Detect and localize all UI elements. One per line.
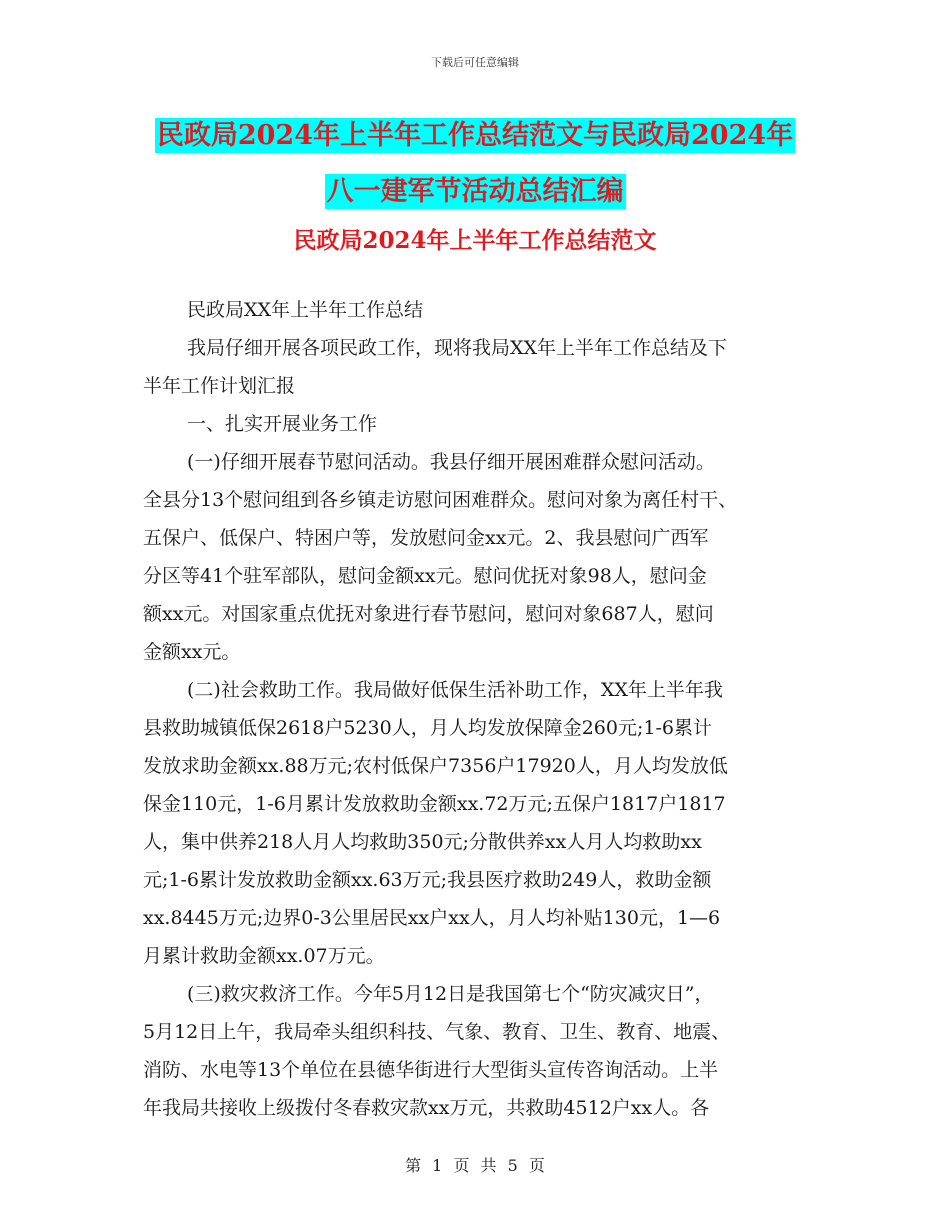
body-line: (三)救灾救济工作。今年5月12日是我国第七个“防灾减灾日”， (187, 983, 714, 1005)
body-line: (一)仔细开展春节慰问活动。我县仔细开展困难群众慰问活动。 (187, 451, 715, 473)
body-line: 消防、水电等13个单位在县德华街进行大型街头宣传咨询活动。上半 (143, 1059, 719, 1081)
body-line: 额xx元。对国家重点优抚对象进行春节慰问，慰问对象687人，慰问 (143, 603, 714, 625)
body-line: 人，集中供养218人月人均救助350元;分散供养xx人月人均救助xx (143, 831, 702, 853)
body-line: 五保户、低保户、特困户等，发放慰问金xx元。2、我县慰问广西军 (143, 527, 709, 549)
section-title: 民政局2024年上半年工作总结范文 (293, 227, 657, 254)
body-line: 一、扎实开展业务工作 (187, 413, 378, 435)
body-line: 全县分13个慰问组到各乡镇走访慰问困难群众。慰问对象为离任村干、 (143, 489, 738, 511)
page-footer: 第 1 页 共 5 页 (405, 1156, 545, 1175)
body-line: 年我局共接收上级拨付冬春救灾款xx万元，共救助4512户xx人。各 (143, 1097, 710, 1119)
body-line: 民政局XX年上半年工作总结 (187, 299, 424, 321)
body-line: 半年工作计划汇报 (143, 375, 296, 397)
document-body (143, 291, 813, 1127)
title-line-1: 民政局2024年上半年工作总结范文与民政局2024年 (156, 120, 794, 151)
body-line: xx.8445万元;边界0-3公里居民xx户xx人，月人均补贴130元，1—6 (143, 907, 721, 929)
body-line: 5月12日上午，我局牵头组织科技、气象、教育、卫生、教育、地震、 (143, 1021, 731, 1043)
body-line: (二)社会救助工作。我局做好低保生活补助工作，XX年上半年我 (187, 679, 723, 701)
body-line: 县救助城镇低保2618户5230人，月人均发放保障金260元;1-6累计 (143, 717, 712, 739)
body-line: 我局仔细开展各项民政工作，现将我局XX年上半年工作总结及下 (187, 337, 728, 359)
body-line: 元;1-6累计发放救助金额xx.63万元;我县医疗救助249人，救助金额 (143, 869, 712, 891)
body-line: 保金110元，1-6月累计发放救助金额xx.72万元;五保户1817户1817 (143, 793, 726, 815)
document-title (0, 108, 950, 220)
body-line: 金额xx元。 (143, 641, 241, 663)
body-line: 分区等41个驻军部队，慰问金额xx元。慰问优抚对象98人，慰问金 (143, 565, 707, 587)
body-line: 发放求助金额xx.88万元;农村低保户7356户17920人，月人均发放低 (143, 755, 728, 777)
body-line: 月累计救助金额xx.07万元。 (143, 945, 385, 967)
title-line-2: 八一建军节活动总结汇编 (326, 176, 624, 207)
header-note: 下载后可任意编辑 (431, 56, 519, 69)
